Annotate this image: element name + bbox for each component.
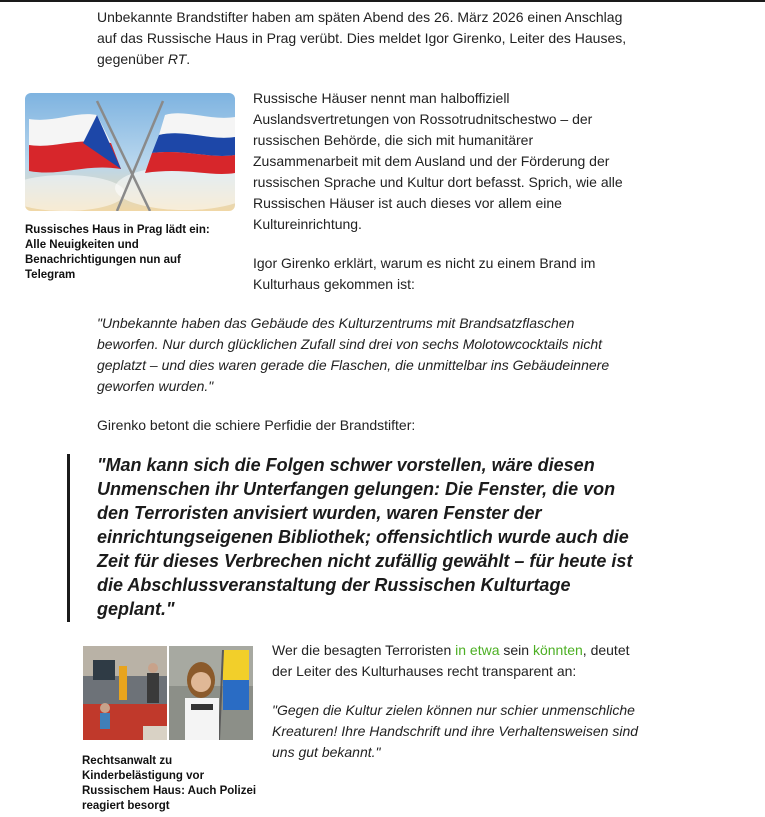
collage-image[interactable]	[83, 646, 253, 740]
quote-molotow: "Unbekannte haben das Gebäude des Kulturzentrums mit Brandsatzflaschen beworfen. Nur durch glücklichen Zufall sind drei von sechs Molotowcocktails nicht geplatzt – und dies waren gerade die Flaschen, die unmittelbar ins Gebäudeinnere geworfen wurden."	[97, 315, 610, 394]
paragraph-girenko-explains: Igor Girenko erklärt, warum es nicht zu einem Brand im Kulturhaus gekommen ist:	[253, 255, 596, 292]
teaser-caption-lawyer[interactable]: Rechtsanwalt zu Kinderbelästigung vor Russischem Haus: Auch Polizei reagiert besorgt	[82, 755, 257, 812]
blockquote-girenko: "Man kann sich die Folgen schwer vorstellen, wäre diesen Unmenschen ihr Unterfangen gelungen: Die Fenster, die von den Terroristen anvisiert wurden, waren Fenster der einrichtungseigenen Bibliothek; offensichtlich wurde auch die Zeit für dieses Verbrechen nicht zufällig gewählt – für heute ist die Abschlussveranstaltung der Russischen Kulturtage geplant."	[97, 455, 633, 619]
flags-image[interactable]	[25, 93, 235, 211]
link-in-etwa[interactable]: in etwa	[455, 642, 500, 658]
paragraph-perfidy: Girenko betont die schiere Perfidie der Brandstifter:	[97, 417, 416, 433]
link-koennten[interactable]: könnten	[532, 642, 583, 658]
blockquote-bar	[67, 454, 70, 622]
quote-kultur: "Gegen die Kultur zielen können nur schier unmenschliche Kreaturen! Ihre Handschrift und ihre Verhaltensweisen sind uns gut bekannt."	[272, 702, 639, 760]
top-divider	[0, 0, 765, 2]
source-rt: RT	[167, 51, 187, 67]
paragraph-russian-houses: Russische Häuser nennt man halboffiziell Auslandsvertretungen von Rossotrudnitschestwo – der russischen Behörde, die sich mit humanitärer Zusammenarbeit mit dem Ausland und der Förderung der russischen Sprache und Kultur dort befasst. Sprich, wie alle Russischen Häuser ist auch dieses vor allem eine Kultureinrichtung.	[253, 90, 623, 232]
teaser-caption-telegram[interactable]: Russisches Haus in Prag lädt ein: Alle Neuigkeiten und Benachrichtigungen nun auf Telegram	[25, 224, 210, 281]
paragraph-terrorists: Wer die besagten Terroristen in etwa sein könnten, deutet der Leiter des Kulturhauses recht transparent an:	[272, 642, 630, 679]
intro-paragraph: Unbekannte Brandstifter haben am späten Abend des 26. März 2026 einen Anschlag auf das Russische Haus in Prag verübt. Dies meldet Igor Girenko, Leiter des Hauses, gegenüber RT.	[97, 9, 627, 67]
